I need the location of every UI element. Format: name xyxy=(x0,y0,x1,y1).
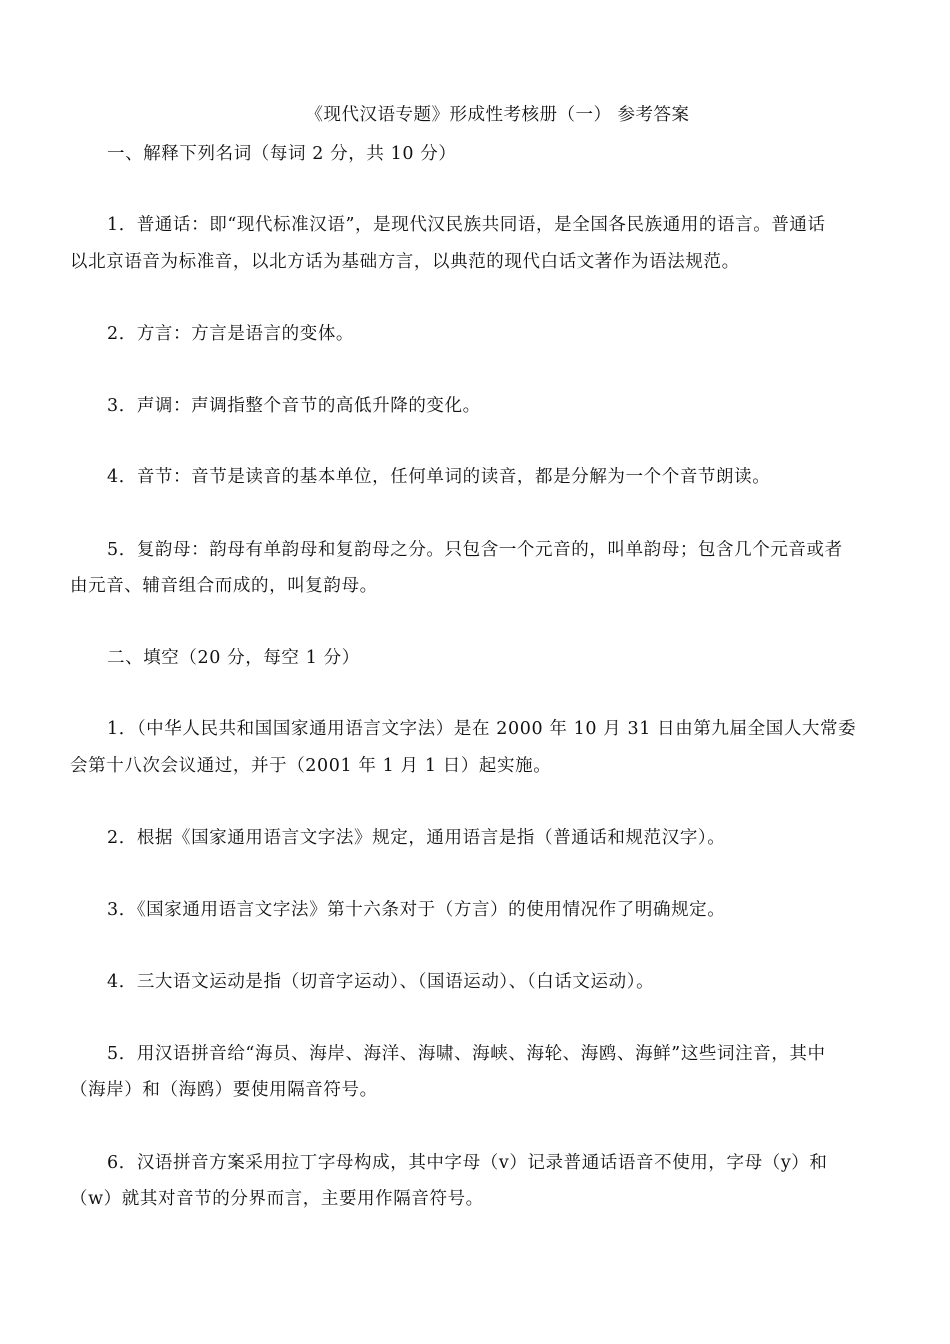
section2-heading: 二、填空（20 分，每空 1 分） xyxy=(107,648,360,668)
s2-item2: 2．根据《国家通用语言文字法》规定，通用语言是指（普通话和规范汉字）。 xyxy=(107,828,726,848)
s1-item1-line2: 以北京语音为标准音，以北方话为基础方言，以典范的现代白话文著作为语法规范。 xyxy=(70,252,740,272)
document-title: 《现代汉语专题》形成性考核册（一） 参考答案 xyxy=(305,105,690,125)
section1-heading: 一、解释下列名词（每词 2 分，共 10 分） xyxy=(107,144,457,164)
s2-item1-line1: 1．（中华人民共和国国家通用语言文字法）是在 2000 年 10 月 31 日由第九届全国人大常委 xyxy=(107,719,857,739)
s1-item4: 4．音节：音节是读音的基本单位，任何单词的读音，都是分解为一个个音节朗读。 xyxy=(107,467,771,487)
s2-item5-line1: 5．用汉语拼音给“海员、海岸、海洋、海啸、海峡、海轮、海鸥、海鲜”这些词注音，其中 xyxy=(107,1044,826,1064)
s1-item1-line1: 1．普通话：即“现代标准汉语”，是现代汉民族共同语，是全国各民族通用的语言。普通话 xyxy=(107,215,826,235)
s2-item4: 4．三大语文运动是指（切音字运动）、（国语运动）、（白话文运动）。 xyxy=(107,972,655,992)
s2-item6-line2: （w）就其对音节的分界而言，主要用作隔音符号。 xyxy=(70,1189,484,1209)
s1-item5-line2: 由元音、辅音组合而成的，叫复韵母。 xyxy=(70,576,378,596)
s2-item6-line1: 6．汉语拼音方案采用拉丁字母构成，其中字母（v）记录普通话语音不使用，字母（y）和 xyxy=(107,1153,828,1173)
s2-item1-line2: 会第十八次会议通过，并于（2001 年 1 月 1 日）起实施。 xyxy=(70,756,552,776)
s1-item2: 2．方言：方言是语言的变体。 xyxy=(107,324,355,344)
s1-item3: 3．声调：声调指整个音节的高低升降的变化。 xyxy=(107,396,481,416)
s2-item3: 3．《国家通用语言文字法》第十六条对于（方言）的使用情况作了明确规定。 xyxy=(107,900,726,920)
s2-item5-line2: （海岸）和（海鸥）要使用隔音符号。 xyxy=(70,1080,378,1100)
s1-item5-line1: 5．复韵母：韵母有单韵母和复韵母之分。只包含一个元音的，叫单韵母；包含几个元音或者 xyxy=(107,540,843,560)
